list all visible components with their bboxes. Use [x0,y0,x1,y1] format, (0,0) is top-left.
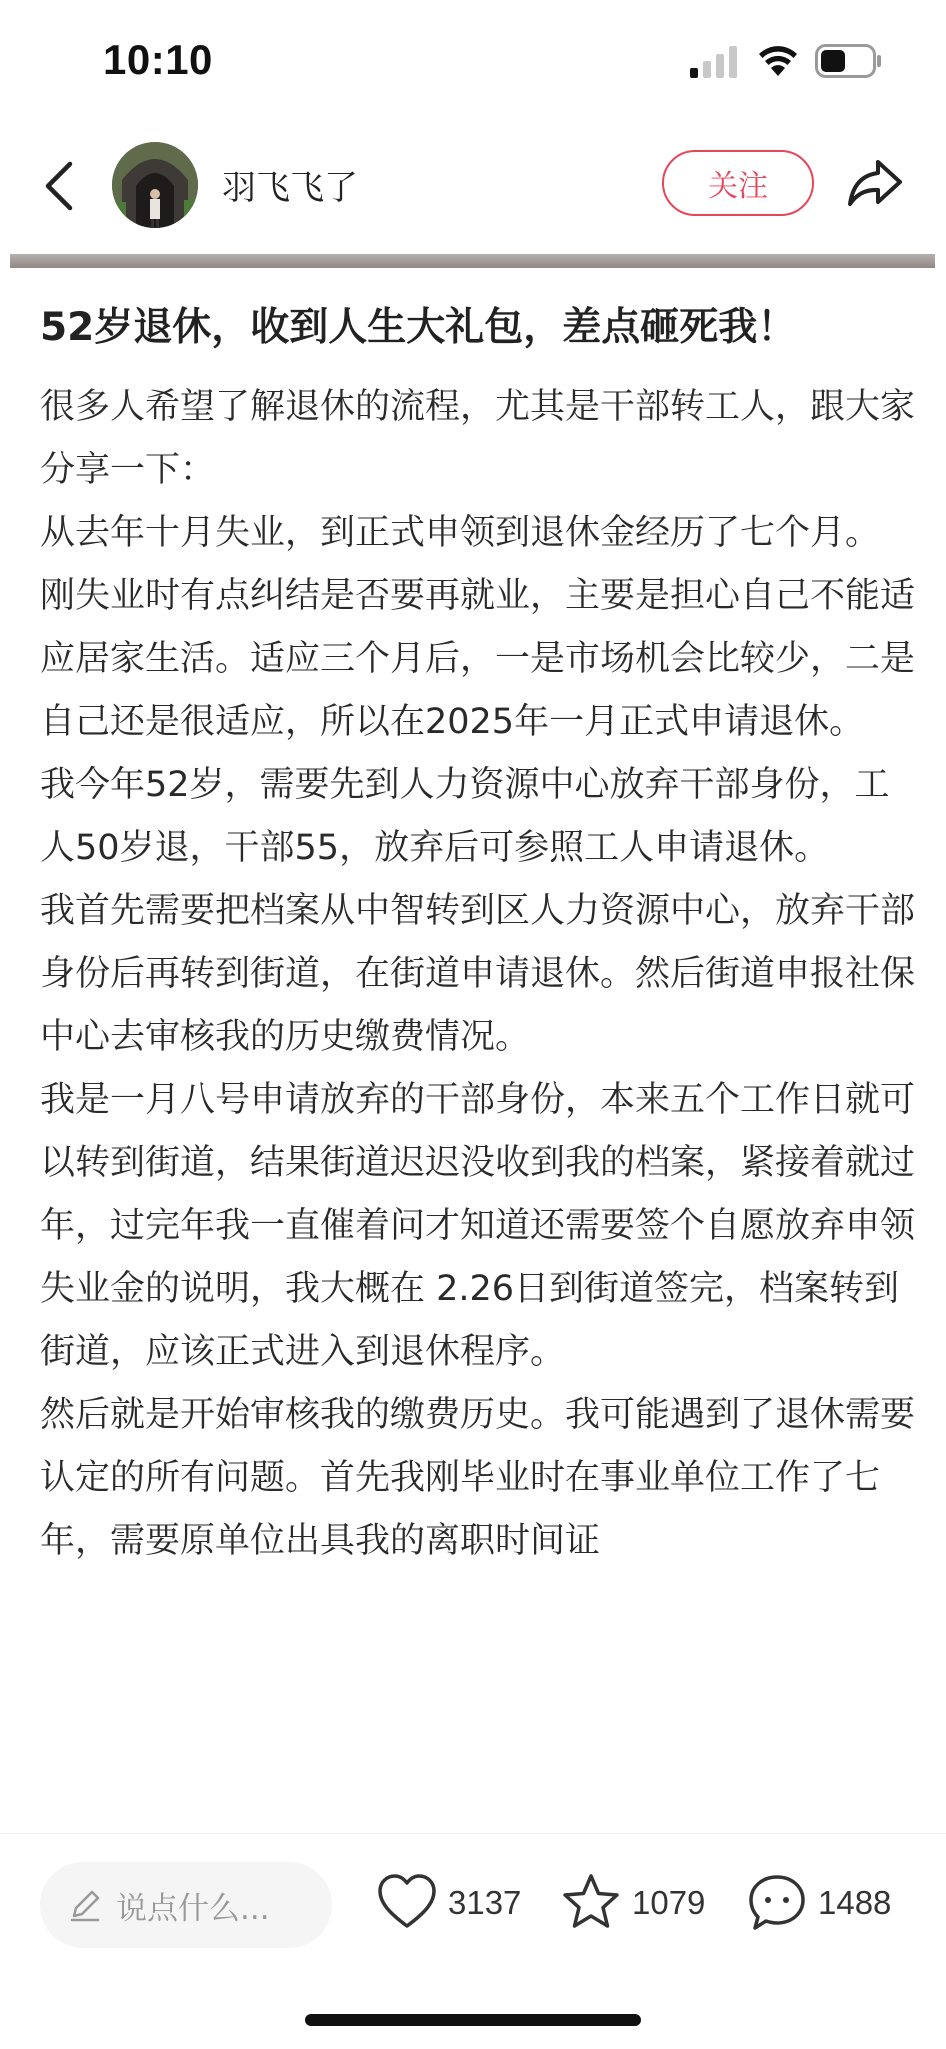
comment-icon [746,1872,808,1934]
post-header [0,126,946,246]
status-time: 10:10 [103,36,213,83]
post-paragraph: 我是一月八号申请放弃的干部身份，本来五个工作日就可以转到街道，结果街道迟迟没收到我的档案，紧接着就过年，过完年我一直催着问才知道还需要签个自愿放弃申领失业金的说明，我大概在 2.26日到街道签完，档案转到街道，应该正式进入到退休程序。 [40,1080,916,1372]
status-bar [0,0,946,126]
post-paragraph: 然后就是开始审核我的缴费历史。我可能遇到了退休需要认定的所有问题。首先我刚毕业时在事业单位工作了七年，需要原单位出具我的离职时间证 [40,1395,916,1561]
post-paragraph: 从去年十月失业，到正式申领到退休金经历了七个月。 [40,513,881,553]
share-icon[interactable] [846,156,904,210]
star-icon [560,1872,622,1934]
author-name[interactable]: 羽飞飞了 [222,168,358,208]
pencil-icon [68,1888,102,1922]
like-button[interactable] [376,1868,521,1938]
post-paragraph: 刚失业时有点纠结是否要再就业，主要是担心自己不能适应居家生活。适应三个月后，一是市场机会比较少，二是自己还是很适应，所以在2025年一月正式申请退休。 [40,576,916,742]
collect-button[interactable] [560,1868,705,1938]
post-paragraph: 很多人希望了解退休的流程，尤其是干部转工人，跟大家分享一下： [40,387,916,490]
avatar[interactable] [112,142,198,228]
follow-button[interactable]: 关注 [662,150,814,216]
wifi-icon [758,44,798,78]
home-indicator[interactable] [305,2014,641,2026]
post-body [40,376,920,1806]
like-count: 3137 [448,1884,522,1921]
comment-placeholder: 说点什么... [116,1890,270,1927]
collect-count: 1079 [632,1884,706,1921]
signal-icon [690,46,738,78]
bottom-action-bar [0,1833,946,2049]
post-paragraph: 我今年52岁，需要先到人力资源中心放弃干部身份，工人50岁退，干部55，放弃后可参照工人申请退休。 [40,765,890,868]
comment-button[interactable] [746,1868,891,1938]
comment-count: 1488 [818,1884,892,1921]
heart-icon [376,1872,438,1934]
avatar-photo-icon [112,142,198,228]
battery-icon [815,44,883,78]
post-paragraph: 我首先需要把档案从中智转到区人力资源中心，放弃干部身份后再转到街道，在街道申请退休。然后街道申报社保中心去审核我的历史缴费情况。 [40,891,916,1057]
comment-input[interactable] [40,1862,332,1948]
back-icon[interactable] [40,158,80,214]
post-title: 52岁退休，收到人生大礼包，差点砸死我！ [40,305,797,350]
post-image-edge [10,254,935,268]
